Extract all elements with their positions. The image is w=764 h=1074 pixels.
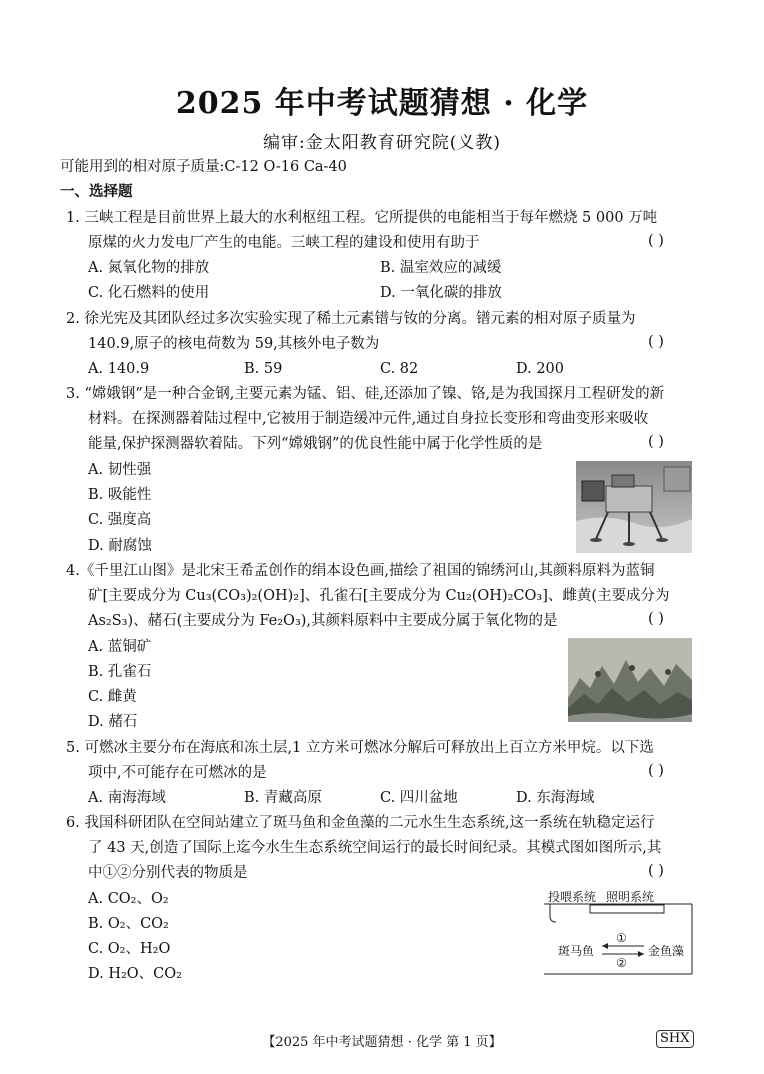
editor-line: 编审:金太阳教育研究院(义教) (263, 133, 501, 153)
question-stem: 了 43 天,创造了国际上迄今水生生态系统空间运行的最长时间纪录。其模式图如图所示,其 (88, 840, 662, 856)
option-a: A. 南海海域 (88, 790, 166, 806)
answer-blank: ( ) (648, 863, 664, 879)
option-a: A. CO₂、O₂ (88, 891, 169, 907)
option-b: B. 吸能性 (88, 487, 152, 503)
option-a: A. 蓝铜矿 (88, 639, 152, 655)
series-badge: SHX (656, 1030, 694, 1048)
question-stem: 项中,不可能存在可燃冰的是 (88, 765, 267, 781)
page-footer: 【2025 年中考试题猜想 · 化学 第 1 页】 (262, 1035, 502, 1050)
arrow-1-label: ① (616, 931, 627, 945)
question-stem: 1. 三峡工程是目前世界上最大的水利枢纽工程。它所提供的电能相当于每年燃烧 5 000 万吨 (66, 210, 658, 226)
option-b: B. 孔雀石 (88, 664, 152, 680)
question-stem: 中①②分别代表的物质是 (88, 865, 248, 881)
option-d: D. 耐腐蚀 (88, 538, 152, 554)
option-c: C. 强度高 (88, 512, 152, 528)
option-c: C. 化石燃料的使用 (88, 285, 210, 301)
page-title: 2025 年中考试题猜想 · 化学 (175, 86, 589, 121)
question-stem: 6. 我国科研团队在空间站建立了斑马鱼和金鱼藻的二元水生生态系统,这一系统在轨稳定运行 (66, 815, 655, 831)
option-b: B. 59 (244, 361, 283, 377)
question-stem: 140.9,原子的核电荷数为 59,其核外电子数为 (88, 336, 380, 352)
ecosystem-diagram (544, 886, 694, 978)
option-b: B. O₂、CO₂ (88, 916, 169, 932)
option-c: C. 82 (380, 361, 419, 377)
question-stem: 5. 可燃冰主要分布在海底和冻土层,1 立方米可燃冰分解后可释放出上百立方米甲烷。以下选 (66, 740, 654, 756)
option-b: B. 温室效应的减缓 (380, 260, 502, 276)
option-a: A. 氮氧化物的排放 (88, 260, 210, 276)
feeding-system-label: 投喂系统 (548, 890, 597, 904)
option-d: D. 赭石 (88, 714, 138, 730)
answer-blank: ( ) (648, 763, 664, 779)
question-stem: 4.《千里江山图》是北宋王希孟创作的绢本设色画,描绘了祖国的锦绣河山,其颜料原料为蓝铜 (66, 563, 655, 579)
hornwort-label: 金鱼藻 (648, 944, 685, 958)
option-c: C. 雌黄 (88, 689, 137, 705)
option-a: A. 140.9 (88, 361, 150, 377)
question-stem: 能量,保护探测器软着陆。下列“嫦娥钢”的优良性能中属于化学性质的是 (88, 436, 543, 452)
option-d: D. 一氧化碳的排放 (380, 285, 502, 301)
atomic-masses: 可能用到的相对原子质量:C-12 O-16 Ca-40 (60, 159, 347, 175)
answer-blank: ( ) (648, 434, 664, 450)
question-stem: 材料。在探测器着陆过程中,它被用于制造缓冲元件,通过自身拉长变形和弯曲变形来吸收 (88, 411, 649, 427)
lighting-system-label: 照明系统 (606, 890, 655, 904)
question-stem: 矿[主要成分为 Cu₃(CO₃)₂(OH)₂]、孔雀石[主要成分为 Cu₂(OH)₂CO₃]、雌黄(主要成分为 (88, 588, 670, 604)
option-d: D. 200 (516, 361, 565, 377)
section-heading: 一、选择题 (60, 183, 133, 200)
option-d: D. 东海海域 (516, 790, 595, 806)
option-d: D. H₂O、CO₂ (88, 966, 182, 982)
option-c: C. 四川盆地 (380, 790, 458, 806)
zebrafish-label: 斑马鱼 (558, 944, 595, 958)
answer-blank: ( ) (648, 611, 664, 627)
option-b: B. 青藏高原 (244, 790, 322, 806)
lunar-lander-photo (576, 461, 692, 553)
arrow-2-label: ② (616, 956, 627, 970)
question-stem: 2. 徐光宪及其团队经过多次实验实现了稀土元素镨与钕的分离。镨元素的相对原子质量为 (66, 311, 636, 327)
question-stem: 3. “嫦娥钢”是一种合金钢,主要元素为锰、铝、硅,还添加了镍、铬,是为我国探月工程研发的新 (66, 386, 665, 402)
question-stem: 原煤的火力发电厂产生的电能。三峡工程的建设和使用有助于 (88, 235, 480, 251)
question-stem: As₂S₃)、赭石(主要成分为 Fe₂O₃),其颜料原料中主要成分属于氧化物的是 (88, 613, 558, 629)
answer-blank: ( ) (648, 233, 664, 249)
landscape-painting (568, 638, 692, 722)
option-a: A. 韧性强 (88, 462, 152, 478)
answer-blank: ( ) (648, 334, 664, 350)
option-c: C. O₂、H₂O (88, 941, 171, 957)
